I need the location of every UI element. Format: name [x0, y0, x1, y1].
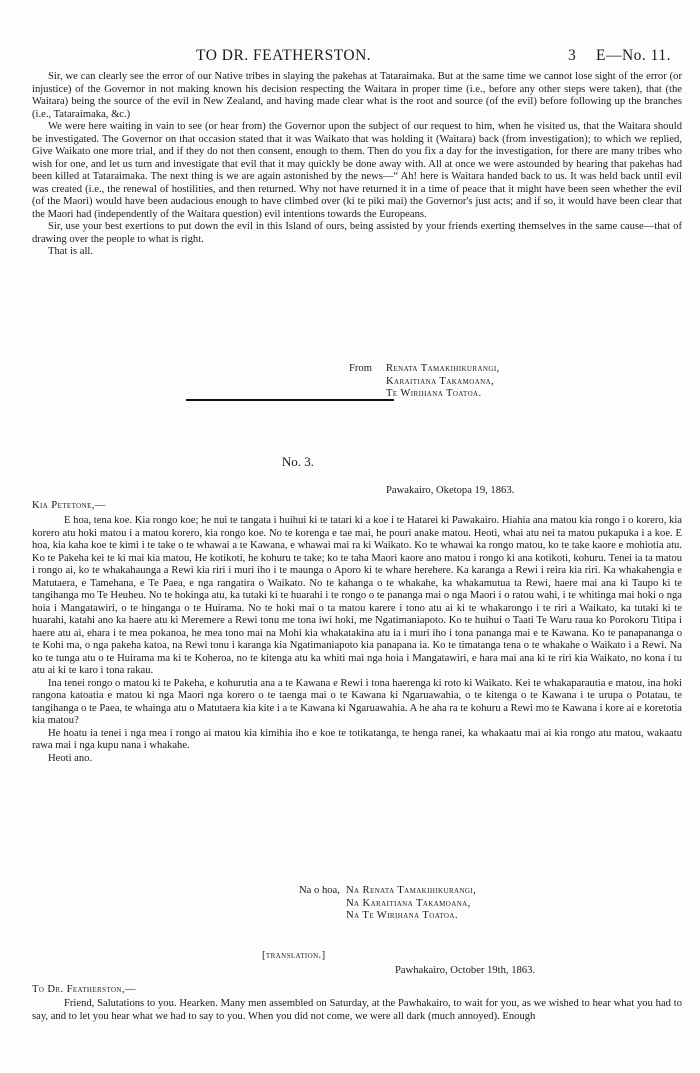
document-number-heading: No. 3. — [281, 454, 315, 469]
maori-dateline: Pawakairo, Oketopa 19, 1863. — [386, 485, 515, 496]
paragraph: Sir, we can clearly see the error of our Native tribes in slaying the pakehas at Tataraimaka. But at the same time we cannot lose sight of the error (or injustice) of the Governor in not making known his decision respecting the Waitara in proper time (i.e., before any other steps were taken), that (the Waitara) being the source of the evil in New Zealand, and having made clear what is the root and source (of the evil) before following up the branches (i.e., Tataraimaka, &c.) — [32, 71, 682, 120]
paragraph: Sir, use your best exertions to put down the evil in this Island of ours, being assisted by your friends exerting themselves in the same cause—that of drawing over the people to what is right. — [32, 221, 682, 245]
signatory: Renata Tamakihikurangi, — [386, 363, 500, 374]
signatory: Karaitiana Takamoana, — [386, 375, 495, 387]
maori-letter-body — [32, 515, 682, 765]
page-number: 3 — [568, 47, 577, 64]
signatory: Na Renata Tamakihikurangi, — [346, 885, 477, 896]
maori-from-label: Na o hoa, — [299, 885, 340, 896]
paragraph: Heoti ano. — [48, 752, 93, 764]
paragraph: He hoatu ia tenei i nga mea i rongo ai matou kia kimihia iho e koe te totikatanga, te henga ranei, ka whakaatu mai ai kia rongo atu matou, wakaatu rawa mai i nga kupu nana i whakahe. — [32, 727, 682, 751]
signatory: Na Te Wirihana Toatoa. — [346, 910, 458, 921]
letter-one-from-label: From — [349, 363, 372, 374]
paragraph: That is all. — [48, 246, 94, 257]
translation-dateline: Pawhakairo, October 19th, 1863. — [395, 965, 536, 976]
translation-label: [translation.] — [262, 950, 326, 961]
paragraph: Friend, Salutations to you. Hearken. Many men assembled on Saturday, at the Pawhakairo, to wait for you, as we wished to hear what you had to say, and to let you hear what we had to say to you. When you did not come, we were all dark (much annoyed). Enough — [32, 998, 682, 1022]
signatory: Na Karaitiana Takamoana, — [346, 897, 471, 909]
letter-one-signatories — [386, 363, 686, 401]
maori-signatories — [346, 885, 686, 923]
paragraph: E hoa, tena koe. Kia rongo koe; he nui te tangata i huihui ki te tatari ki a koe i te Hatarei ki Pawakairo. Hiahia ana matou kia rongo i o korero, kia korero atu hoki matou i a matou korero, kia rongo koe. No te korenga e tae mai, he pouri anake matou. Heoti, whai atu nei ta matou pukapuka i a koe. E hoa, kia kaha koe te kimi i te take o te whawai a te Kawana, e whawai mai ra ki Waikato. Ko te whawai ka rongo matou, ko te take kaore e mohiotia atu. Ko te Pakeha kei te ki mai kia matou, He kotikoti, he kohuru te take; ko te taha Maori kaore ano matou i rongo ki ana kotikoti, kohuru. Tenei ia ta matou i rongo ai, ko te whakahaunga a Rewi kia riri i muri iho i te maunga o Aporo ki te whare herehere. Ka karanga a Rewi i reira kia riri. Ka whakahengia e Matutaera, e Tamehana, e Te Paea, e nga rangatira o Waikato. No te kahanga o te whakahe, ka whakamutua ta Rewi, haere mai ana ki Taupo ki te tangihanga mo Te Heuheu. No te hokinga atu, ka tutaki ki te huarahi i te rongo o te pananga mai o nga Maori i o ratou wahi, i te whitinga mai hoki o nga hoia i Mangatawiri, o te hinganga o te Huirama. No te hoki mai o ta matou karere i tono atu ai ki te whakarongo i te riri a Waikato, ka tutaki ki te huarahi, katahi ano ka haere atu ki Meremere a Rewi tonu me tona iwi hoki, me Ngatimaniapoto. Ko te huihui o Taati Te Waru raua ko Porokoru Titipa i haere atu ai, ehara i te mea pokanoa, he mea tono mai na Mohi kia whakatakina atu ia i muri iho i tona pananga mai e te Kawana. Ko te panapananga o te Kohi ma, o nga pakeha katoa, na Rewi tonu i karanga kia Ngatimaniapoto kia panapana ia. Ko te timatanga tena o te whakahe o Waikato i a Rewi. Na ko te tunga atu o te Huirama ma ki te Koheroa, no te kitenga atu ka whiti mai nga hoia i Mangatawiri, e hara mai ana ki te riri kia Waikato, no kona i tu atu ai ki te karo i tona rakau. — [32, 515, 682, 676]
document-reference: E—No. 11. — [596, 47, 671, 64]
translation-salutation: To Dr. Featherston,— — [32, 984, 136, 995]
page-title: TO DR. FEATHERSTON. — [196, 47, 372, 64]
maori-salutation: Kia Petetone,— — [32, 500, 106, 511]
translation-body — [32, 998, 682, 1023]
paragraph: Ina tenei rongo o matou ki te Pakeha, e kohurutia ana a te Kawana e Rewi i tona haerenga ki roto ki Waikato. Kei te whakaparautia e matou, ina hoki rangona katoatia e matou ki nga Maori nga korero o te taenga mai o te Kawana ki Ngaruawahia, o te kitenga o te Kawana i te urupa o Potatau, te tangihanga o te Paea, te whainga atu o Matutaera kia kite i a te Kawana ki Ngaruawahia. A he aha ra te kohuru a Rewi mo te Kawana i kore ai e koretotia kia matou? — [32, 677, 682, 726]
running-header — [0, 47, 700, 70]
letter-one-body — [32, 71, 682, 259]
signatory: Te Wirihana Toatoa. — [386, 388, 482, 399]
paragraph: We were here waiting in vain to see (or hear from) the Governor upon the subject of our request to him, when he visited us, that the Waitara should be investigated. The Governor on that occasion stated that it was Waikato that was holding it (Waitara) back (from investigation); to which we replied, Give Waikato one more trial, and if they do not then consent, enough to them. Then do you fix a day for the investigation, for there are many tribes who wish for one, and let us turn and investigate that evil that it may quickly be done away with. All at once we were astounded by hearing that pakehas had been killed at Tataraimaka. The next thing is we are again astonished by the news—“ Ah! here is Waitara handed back to us. It was held back until evil was created (i.e., the renewal of hostilities, and then returned. Why not have returned it in a time of peace that it might have been seen whether the evil (of the Maori) would have been audacious enough to have climbed over (ki te piki mai) the Governor's just acts; and if so, it would have been clear that the Maori had (independently of the Waitara question) evil intentions towards the Europeans. — [32, 121, 682, 220]
section-divider — [186, 399, 394, 401]
